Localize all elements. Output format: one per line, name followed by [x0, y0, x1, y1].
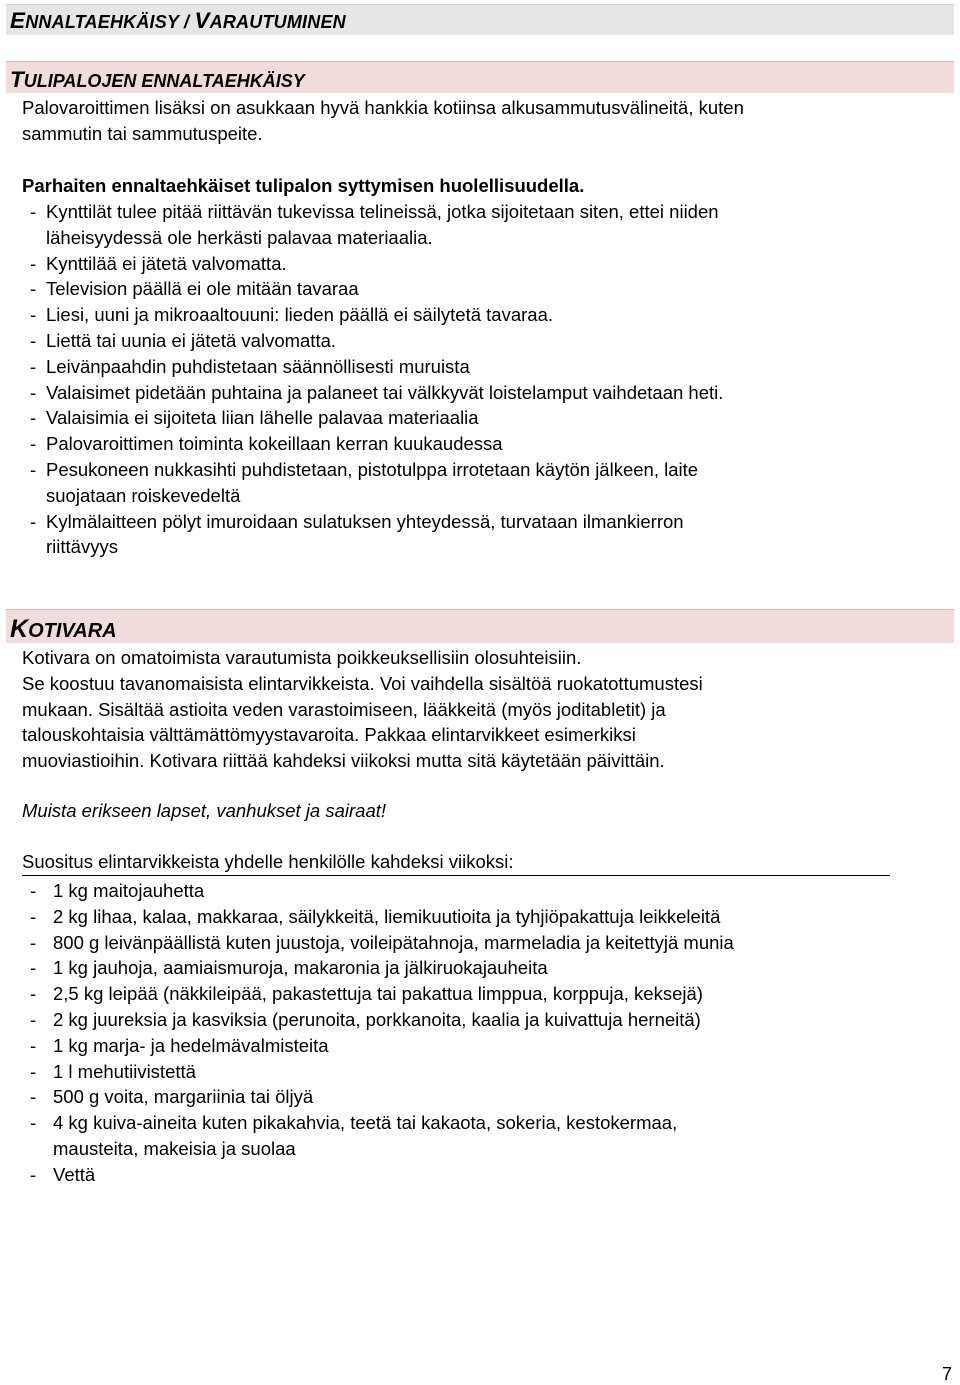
food-item-text: - 500 g voita, margariinia tai öljyä — [53, 1086, 314, 1108]
kotivara-line: muoviastioihin. Kotivara riittää kahdeksi viikoksi mutta sitä käytetään päivittäin. — [22, 750, 665, 772]
fire-tip-item-text: - Kylmälaitteen pölyt imuroidaan sulatuksen yhteydessä, turvataan ilmankierron — [46, 510, 684, 532]
food-item — [22, 930, 734, 956]
food-item — [22, 1162, 734, 1188]
fire-tip-item — [20, 302, 723, 328]
fire-tips-list — [20, 199, 723, 560]
page-title-initial-1: E — [10, 8, 26, 33]
fire-tip-item-text: - Liesi, uuni ja mikroaaltouuni: lieden päällä ei säilytetä tavaraa. — [46, 304, 553, 326]
fire-tip-item-text: - Palovaroittimen toiminta kokeillaan kerran kuukaudessa — [46, 433, 503, 455]
food-item — [22, 955, 734, 981]
fire-tip-item-text: - Valaisimet pidetään puhtaina ja palaneet tai välkkyvät loistelamput vaihdetaan heti. — [46, 381, 724, 403]
fire-heading-rest: ULIPALOJEN ENNALTAEHKÄISY — [23, 71, 305, 91]
food-item-text: - Vettä — [53, 1163, 96, 1185]
kotivara-line: talouskohtaisia välttämättömyystavaroita. Pakkaa elintarvikkeet esimerkiksi — [22, 724, 636, 746]
fire-tip-item — [20, 405, 723, 431]
food-item — [22, 904, 734, 930]
food-item-text: - 800 g leivänpäällistä kuten juustoja, voileipätahnoja, marmeladia ja keitettyjä munia — [53, 931, 734, 953]
food-recommendation-title: Suositus elintarvikkeista yhdelle henkilölle kahdeksi viikoksi: — [22, 851, 514, 872]
kotivara-line: mukaan. Sisältää astioita veden varastoimiseen, lääkkeitä (myös joditabletit) ja — [22, 698, 666, 720]
page-title-part-1: NNALTAEHKÄISY / — [25, 12, 195, 32]
fire-tip-item-text: - Liettä tai uunia ei jätetä valvomatta. — [46, 329, 337, 351]
fire-tip-item-text: - Pesukoneen nukkasihti puhdistetaan, pistotulppa irrotetaan käytön jälkeen, laite — [46, 458, 699, 480]
food-item — [22, 1059, 734, 1085]
fire-tip-item — [20, 509, 723, 561]
food-item-text: - 2 kg lihaa, kalaa, makkaraa, säilykkeitä, liemikuutioita ja tyhjiöpakattuja leikkeleitä — [53, 905, 721, 927]
food-item-text: mausteita, makeisia ja suolaa — [53, 1137, 296, 1159]
recommendation-divider — [22, 875, 890, 876]
page-title-initial-2: V — [194, 8, 210, 33]
kotivara-line: Kotivara on omatoimista varautumista poikkeuksellisiin olosuhteisiin. — [22, 647, 582, 668]
fire-tip-item-text: - Kynttilät tulee pitää riittävän tukevissa telineissä, jotka sijoitetaan siten, ettei niiden — [46, 201, 719, 222]
fire-tip-item-text: - Valaisimia ei sijoiteta liian lähelle palavaa materiaalia — [46, 407, 479, 429]
food-item — [22, 1033, 734, 1059]
kotivara-reminder: Muista erikseen lapset, vanhukset ja sairaat! — [22, 800, 387, 821]
fire-tip-item-text: - Leivänpaahdin puhdistetaan säännöllisesti muruista — [46, 355, 470, 377]
fire-intro-line: Palovaroittimen lisäksi on asukkaan hyvä hankkia kotiinsa alkusammutusvälineitä, kuten — [22, 97, 744, 118]
fire-tip-item — [20, 251, 723, 277]
fire-tip-item — [20, 199, 723, 251]
fire-prevention-heading — [6, 61, 954, 93]
kotivara-heading — [6, 609, 954, 643]
fire-tip-item — [20, 431, 723, 457]
fire-tip-item — [20, 457, 723, 509]
fire-tip-item — [20, 354, 723, 380]
food-item-text: - 1 kg jauhoja, aamiaismuroja, makaronia ja jälkiruokajauheita — [53, 957, 548, 979]
fire-intro-line: sammutin tai sammutuspeite. — [22, 122, 263, 144]
food-item — [22, 1110, 734, 1162]
kotivara-line: Se koostuu tavanomaisista elintarvikkeista. Voi vaihdella sisältöä ruokatottumustesi — [22, 672, 703, 694]
food-item-text: - 1 kg marja- ja hedelmävalmisteita — [53, 1034, 329, 1056]
food-item — [22, 878, 734, 904]
fire-tip-item-text: suojataan roiskevedeltä — [46, 484, 241, 506]
fire-tip-item-text: läheisyydessä ole herkästi palavaa materiaalia. — [46, 226, 433, 248]
fire-intro-paragraph — [22, 95, 744, 147]
kotivara-paragraph — [22, 645, 703, 774]
kotivara-heading-rest: OTIVARA — [28, 620, 117, 642]
fire-tip-item-text: - Kynttilää ei jätetä valvomatta. — [46, 252, 287, 274]
fire-heading-initial: T — [10, 67, 24, 92]
food-item-text: - 1 l mehutiivistettä — [53, 1060, 196, 1082]
food-item-text: - 2,5 kg leipää (näkkileipää, pakastettuja tai pakattua limppua, korppuja, keksejä) — [53, 983, 703, 1005]
food-item-text: - 2 kg juureksia ja kasviksia (perunoita, porkkanoita, kaalia ja kuivattuja herneitä) — [53, 1008, 701, 1030]
page-title-part-2: ARAUTUMINEN — [209, 12, 346, 32]
food-item — [22, 1007, 734, 1033]
fire-tip-item — [20, 380, 723, 406]
food-item — [22, 981, 734, 1007]
kotivara-heading-initial: K — [10, 615, 29, 643]
fire-tip-item — [20, 328, 723, 354]
page-number: 7 — [941, 1364, 952, 1384]
food-item-text: - 1 kg maitojauhetta — [53, 880, 205, 901]
fire-tip-item — [20, 276, 723, 302]
food-recommendation-list — [22, 878, 734, 1188]
food-item-text: - 4 kg kuiva-aineita kuten pikakahvia, teetä tai kakaota, sokeria, kestokermaa, — [53, 1112, 678, 1134]
fire-tip-item-text: riittävyys — [46, 536, 118, 558]
fire-tip-item-text: - Television päällä ei ole mitään tavaraa — [46, 278, 359, 300]
fire-lead-sentence: Parhaiten ennaltaehkäiset tulipalon syttymisen huolellisuudella. — [22, 175, 585, 196]
food-item — [22, 1084, 734, 1110]
page-title — [6, 4, 954, 35]
